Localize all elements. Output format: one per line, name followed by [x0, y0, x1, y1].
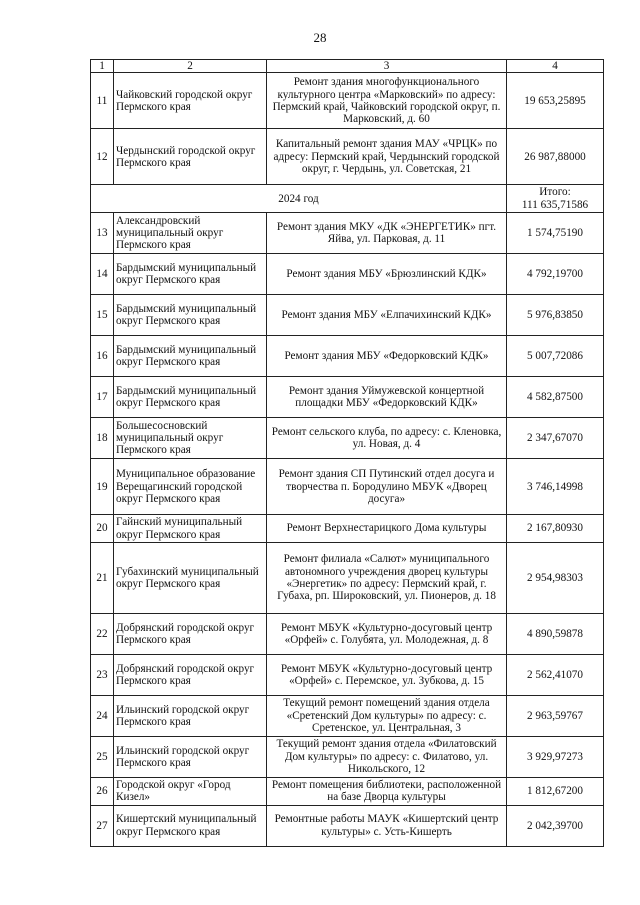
- municipality-cell: Гайнский муниципальный округ Пермского края: [114, 515, 267, 543]
- year-label: 2024 год: [91, 185, 507, 213]
- amount-cell: 3 746,14998: [507, 459, 604, 515]
- row-number: 14: [91, 254, 114, 295]
- amount-cell: 2 954,98303: [507, 543, 604, 614]
- description-cell: Ремонт здания МБУ «Елпачихинский КДК»: [267, 295, 507, 336]
- table-row: [91, 543, 604, 614]
- municipality-cell: Большесосновский муниципальный округ Пермского края: [114, 418, 267, 459]
- amount-cell: 19 653,25895: [507, 73, 604, 129]
- row-number: 25: [91, 737, 114, 778]
- table-row: [91, 129, 604, 185]
- municipality-cell: Бардымский муниципальный округ Пермского края: [114, 295, 267, 336]
- header-cell: 2: [114, 60, 267, 73]
- description-cell: Ремонт Верхнестарицкого Дома культуры: [267, 515, 507, 543]
- year-total-cell: [507, 185, 604, 213]
- row-number: 20: [91, 515, 114, 543]
- table-row: [91, 696, 604, 737]
- row-number: 15: [91, 295, 114, 336]
- amount-cell: 4 792,19700: [507, 254, 604, 295]
- municipality-cell: Городской округ «Город Кизел»: [114, 778, 267, 806]
- municipality-cell: Бардымский муниципальный округ Пермского края: [114, 336, 267, 377]
- description-cell: Капитальный ремонт здания МАУ «ЧРЦК» по адресу: Пермский край, Чердынский городской округ, г. Чердынь, ул. Советская, 21: [267, 129, 507, 185]
- amount-cell: 5 976,83850: [507, 295, 604, 336]
- description-cell: Ремонт здания МБУ «Федорковский КДК»: [267, 336, 507, 377]
- amount-cell: 2 562,41070: [507, 655, 604, 696]
- table-row: [91, 336, 604, 377]
- page-number: 28: [313, 30, 327, 45]
- row-number: 27: [91, 805, 114, 846]
- description-cell: Ремонт здания МКУ «ДК «ЭНЕРГЕТИК» пгт. Яйва, ул. Парковая, д. 11: [267, 213, 507, 254]
- row-number: 11: [91, 73, 114, 129]
- description-cell: Ремонт филиала «Салют» муниципального автономного учреждения дворец культуры «Энергетик» по адресу: Пермский край, г. Губаха, рп. Широковский, ул. Пионеров, д. 18: [267, 543, 507, 614]
- municipality-cell: Ильинский городской округ Пермского края: [114, 737, 267, 778]
- description-cell: Ремонт здания многофункционального культурного центра «Марковский» по адресу: Пермский край, Чайковский городской округ, п. Марковский, д. 60: [267, 73, 507, 129]
- amount-cell: 3 929,97273: [507, 737, 604, 778]
- total-value: 111 635,71586: [521, 198, 589, 211]
- municipality-cell: Бардымский муниципальный округ Пермского края: [114, 254, 267, 295]
- municipality-cell: Чердынский городской округ Пермского края: [114, 129, 267, 185]
- table-row: [91, 515, 604, 543]
- total-label: Итого:: [539, 186, 571, 199]
- row-number: 19: [91, 459, 114, 515]
- row-number: 13: [91, 213, 114, 254]
- row-number: 12: [91, 129, 114, 185]
- row-number: 22: [91, 614, 114, 655]
- municipality-cell: Губахинский муниципальный округ Пермского края: [114, 543, 267, 614]
- amount-cell: 5 007,72086: [507, 336, 604, 377]
- row-number: 26: [91, 778, 114, 806]
- amount-cell: 2 167,80930: [507, 515, 604, 543]
- municipality-cell: Муниципальное образование Верещагинский городской округ Пермского края: [114, 459, 267, 515]
- table-row: [91, 418, 604, 459]
- row-number: 16: [91, 336, 114, 377]
- municipality-cell: Добрянский городской округ Пермского края: [114, 614, 267, 655]
- description-cell: Ремонт МБУК «Культурно-досуговый центр «Орфей» с. Перемское, ул. Зубкова, д. 15: [267, 655, 507, 696]
- table-row: [91, 655, 604, 696]
- table-row: [91, 73, 604, 129]
- description-cell: Ремонтные работы МАУК «Кишертский центр культуры» с. Усть-Кишерть: [267, 805, 507, 846]
- table-row: [91, 459, 604, 515]
- funding-table: [90, 59, 604, 847]
- table-row: [91, 737, 604, 778]
- municipality-cell: Бардымский муниципальный округ Пермского края: [114, 377, 267, 418]
- description-cell: Текущий ремонт здания отдела «Филатовский Дом культуры» по адресу: с. Филатово, ул. Никольского, 12: [267, 737, 507, 778]
- row-number: 18: [91, 418, 114, 459]
- row-number: 23: [91, 655, 114, 696]
- row-number: 24: [91, 696, 114, 737]
- row-number: 21: [91, 543, 114, 614]
- table-row: [91, 295, 604, 336]
- amount-cell: 4 890,59878: [507, 614, 604, 655]
- table-row: [91, 377, 604, 418]
- description-cell: Текущий ремонт помещений здания отдела «Сретенский Дом культуры» по адресу: с. Сретенское, ул. Центральная, 3: [267, 696, 507, 737]
- description-cell: Ремонт здания СП Путинский отдел досуга и творчества п. Бородулино МБУК «Дворец досуга»: [267, 459, 507, 515]
- description-cell: Ремонт сельского клуба, по адресу: с. Кленовка, ул. Новая, д. 4: [267, 418, 507, 459]
- year-row: [91, 185, 604, 213]
- municipality-cell: Чайковский городской округ Пермского края: [114, 73, 267, 129]
- amount-cell: 2 347,67070: [507, 418, 604, 459]
- header-cell: 4: [507, 60, 604, 73]
- municipality-cell: Александровский муниципальный округ Пермского края: [114, 213, 267, 254]
- description-cell: Ремонт здания Уймужевской концертной площадки МБУ «Федорковский КДК»: [267, 377, 507, 418]
- amount-cell: 2 963,59767: [507, 696, 604, 737]
- amount-cell: 1 812,67200: [507, 778, 604, 806]
- table-row: [91, 254, 604, 295]
- header-row: [91, 60, 604, 73]
- description-cell: Ремонт здания МБУ «Брюзлинский КДК»: [267, 254, 507, 295]
- table-row: [91, 778, 604, 806]
- table-row: [91, 805, 604, 846]
- table-row: [91, 614, 604, 655]
- description-cell: Ремонт МБУК «Культурно-досуговый центр «Орфей» с. Голубята, ул. Молодежная, д. 8: [267, 614, 507, 655]
- municipality-cell: Кишертский муниципальный округ Пермского края: [114, 805, 267, 846]
- amount-cell: 2 042,39700: [507, 805, 604, 846]
- header-cell: 3: [267, 60, 507, 73]
- table-row: [91, 213, 604, 254]
- header-cell: 1: [91, 60, 114, 73]
- amount-cell: 4 582,87500: [507, 377, 604, 418]
- amount-cell: 26 987,88000: [507, 129, 604, 185]
- amount-cell: 1 574,75190: [507, 213, 604, 254]
- row-number: 17: [91, 377, 114, 418]
- municipality-cell: Добрянский городской округ Пермского края: [114, 655, 267, 696]
- description-cell: Ремонт помещения библиотеки, расположенной на базе Дворца культуры: [267, 778, 507, 806]
- municipality-cell: Ильинский городской округ Пермского края: [114, 696, 267, 737]
